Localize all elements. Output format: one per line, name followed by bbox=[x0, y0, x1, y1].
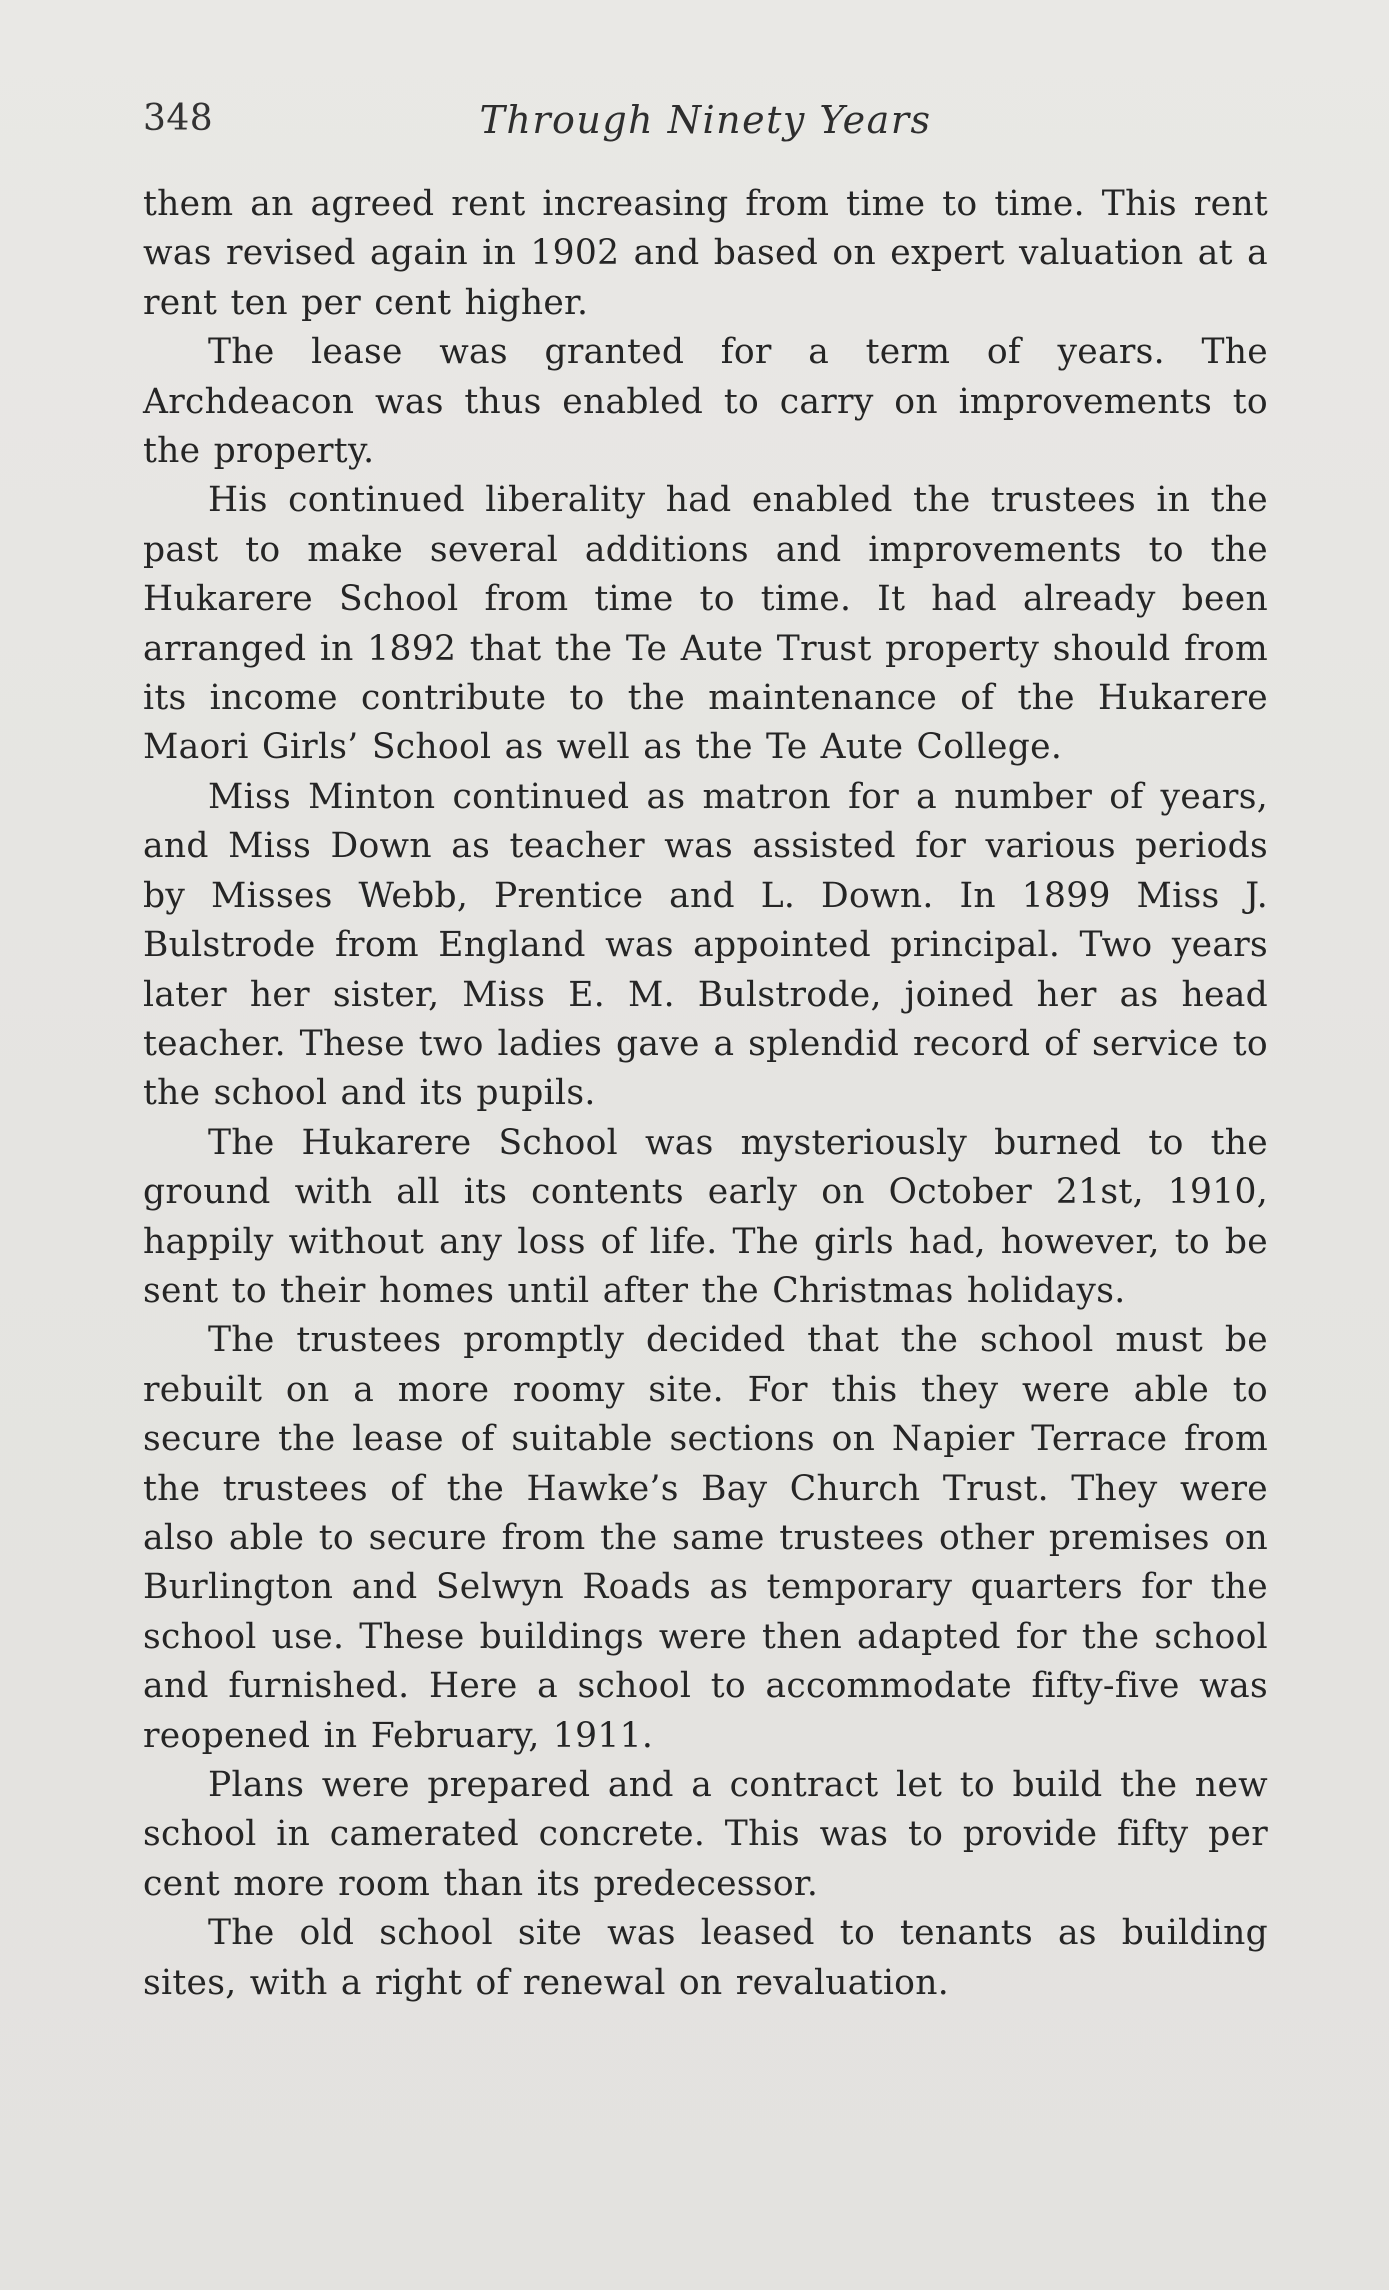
body-text bbox=[143, 180, 1268, 2008]
paragraph-rebuild: The trustees promptly decided that the school must be rebuilt on a more roomy site. For this they were able to secure the lease of suitable sections on Napier Terrace from the trustees of the Hawke’s Bay Church Trust. They were also able to secure from the same trustees other premises on Burlington and Selwyn Roads as temporary quarters for the school use. These buildings were then adapted for the school and furnished. Here a school to accommodate fifty-five was reopened in February, 1911. bbox=[143, 1320, 1268, 1756]
page-number: 348 bbox=[143, 98, 214, 139]
paragraph-liberality: His continued liberality had enabled the trustees in the past to make several additions and improvements to the Hukarere School from time to time. It had already been arranged in 1892 that the Te Aute Trust property should from its income contribute to the maintenance of the Hukarere Maori Girls’ School as well as the Te Aute College. bbox=[143, 480, 1268, 768]
paragraph-lease: The lease was granted for a term of years. The Archdeacon was thus enabled to carry on improvements to the property. bbox=[143, 332, 1268, 472]
paragraph-continued: them an agreed rent increasing from time to time. This rent was revised again in 1902 and based on expert valuation at a rent ten per cent higher. bbox=[143, 184, 1268, 323]
paragraph-staff: Miss Minton continued as matron for a number of years, and Miss Down as teacher was assisted for various periods by Misses Webb, Prentice and L. Down. In 1899 Miss J. Bulstrode from England was appointed principal. Two years later her sister, Miss E. M. Bulstrode, joined her as head teacher. These two ladies gave a splendid record of service to the school and its pupils. bbox=[143, 776, 1268, 1114]
running-header bbox=[143, 98, 1268, 158]
paragraph-old-site: The old school site was leased to tenants as building sites, with a right of renewal on revaluation. bbox=[143, 1913, 1268, 2003]
book-title: Through Ninety Years bbox=[479, 98, 932, 142]
paragraph-plans: Plans were prepared and a contract let to build the new school in camerated concrete. This was to provide fifty per cent more room than its predecessor. bbox=[143, 1765, 1268, 1904]
paragraph-fire: The Hukarere School was mysteriously burned to the ground with all its contents early on October 21st, 1910, happily without any loss of life. The girls had, however, to be sent to their homes until after the Christmas holidays. bbox=[143, 1122, 1268, 1311]
